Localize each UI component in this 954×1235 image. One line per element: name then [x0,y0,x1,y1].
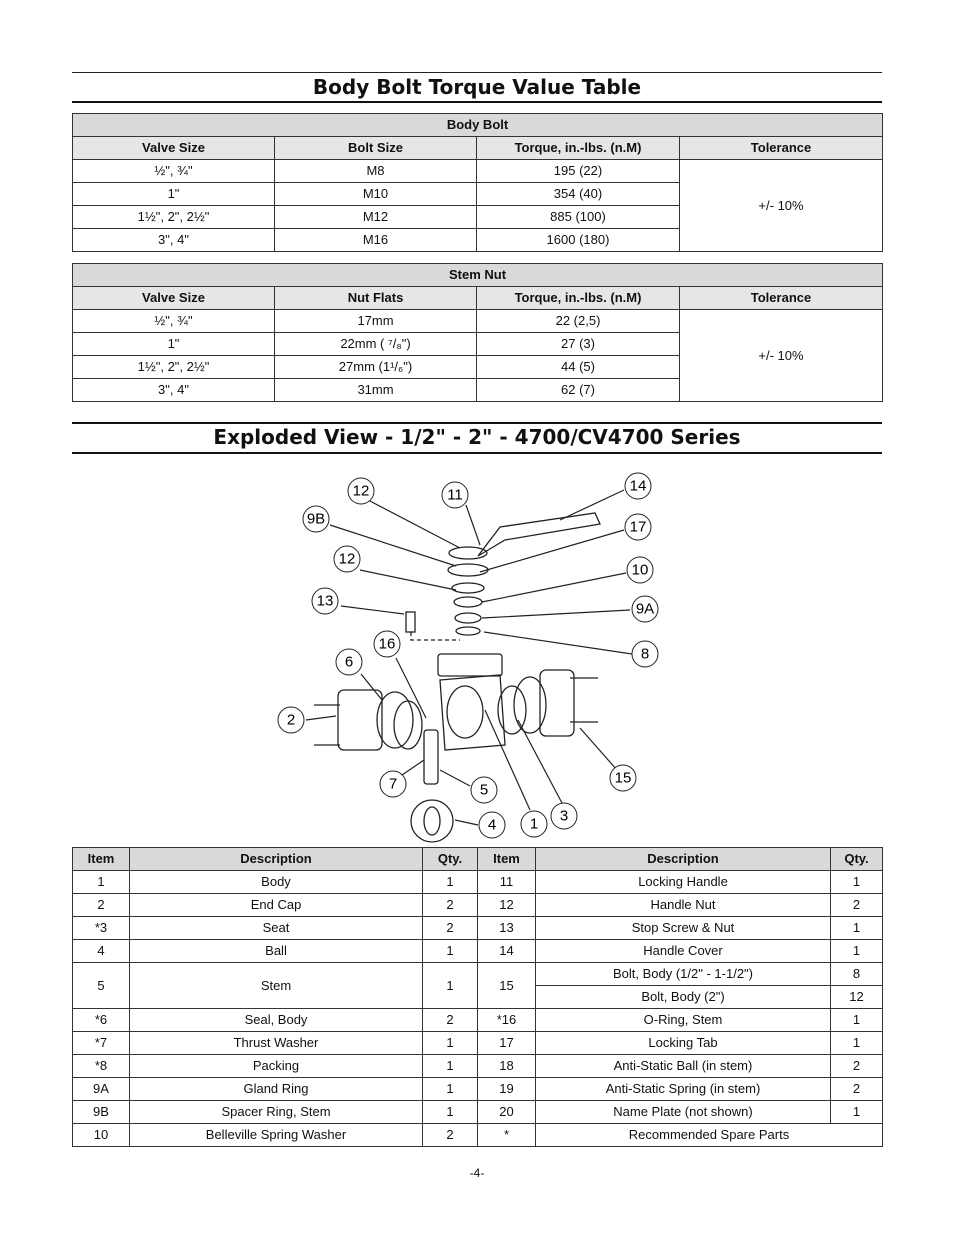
qty-cell: 2 [831,894,883,917]
ball-bore-drawing [424,807,440,835]
description-cell: Name Plate (not shown) [536,1101,831,1124]
description-cell: End Cap [130,894,423,917]
qty-cell: 1 [423,871,478,894]
valve-size-cell: 1" [73,183,275,206]
torque-section-title: Body Bolt Torque Value Table [312,75,642,99]
nut-flats-cell: 22mm ( ⁷/₈") [275,333,477,356]
qty-cell: 2 [831,1055,883,1078]
description-cell: Locking Tab [536,1032,831,1055]
torque-cell: 354 (40) [477,183,680,206]
description-cell: Ball [130,940,423,963]
handle-drawing [478,513,600,556]
callout-label: 13 [316,592,334,610]
qty-cell: 1 [423,1101,478,1124]
valve-size-cell: ½", ¾" [73,160,275,183]
stop-screw-guide [411,632,460,640]
end-cap-right-drawing [540,670,574,736]
washer-drawing [452,583,484,593]
callout-8 [632,641,658,667]
callout-label: 9B [306,510,326,528]
column-header: Bolt Size [275,137,477,160]
description-cell: Stem [130,963,423,1009]
callout-12 [348,478,374,504]
callout-5 [471,777,497,803]
qty-cell: 2 [423,894,478,917]
item-cell: 4 [73,940,130,963]
item-cell: *16 [478,1009,536,1032]
callout-label: 10 [631,561,649,579]
callout-label: 6 [344,653,354,671]
table-row [73,1009,883,1032]
item-cell: 2 [73,894,130,917]
torque-cell: 27 (3) [477,333,680,356]
callout-label: 15 [614,769,632,787]
stem-nut-caption: Stem Nut [73,264,883,287]
qty-cell: 2 [831,1078,883,1101]
valve-size-cell: 3", 4" [73,229,275,252]
table-row [73,894,883,917]
body-bore-drawing [447,686,483,738]
qty-cell: 1 [831,1032,883,1055]
callout-label: 8 [640,645,650,663]
ball-drawing [411,800,453,842]
description-cell: Body [130,871,423,894]
handle-nut-drawing [449,547,487,559]
callout-label: 17 [629,518,647,536]
callout-label: 16 [378,635,396,653]
table-row [73,1101,883,1124]
callout-3 [551,803,577,829]
column-header: Torque, in.-lbs. (n.M) [477,287,680,310]
description-cell: Spacer Ring, Stem [130,1101,423,1124]
valve-size-cell: 1" [73,333,275,356]
qty-cell: 1 [423,940,478,963]
qty-cell: 1 [831,1101,883,1124]
washer-drawing [454,597,482,607]
qty-cell: 2 [423,1009,478,1032]
description-cell: Anti-Static Ball (in stem) [536,1055,831,1078]
nut-flats-cell: 27mm (1¹/₆") [275,356,477,379]
callout-label: 1 [529,815,539,833]
item-cell: *7 [73,1032,130,1055]
bolt-size-cell: M10 [275,183,477,206]
column-header: Valve Size [73,287,275,310]
qty-cell: 1 [423,1055,478,1078]
qty-cell: 1 [831,940,883,963]
torque-cell: 62 (7) [477,379,680,402]
column-header: Tolerance [680,287,883,310]
description-cell: Handle Cover [536,940,831,963]
table-row [73,871,883,894]
qty-cell: 2 [423,1124,478,1147]
description-cell: Seal, Body [130,1009,423,1032]
table-row [73,1055,883,1078]
nut-flats-cell: 17mm [275,310,477,333]
qty-cell: 1 [831,871,883,894]
callout-10 [627,557,653,583]
gland-ring-drawing [455,613,481,623]
item-cell: 1 [73,871,130,894]
column-header: Item [73,848,130,871]
callout-label: 12 [338,550,356,568]
item-cell: 12 [478,894,536,917]
callout-label: 12 [352,482,370,500]
item-cell: 13 [478,917,536,940]
table-row [73,963,883,986]
callout-7 [380,771,406,797]
callout-9b [303,506,329,532]
table-row [73,917,883,940]
callout-label: 5 [479,781,489,799]
callout-label: 3 [559,807,569,825]
item-cell: 11 [478,871,536,894]
item-cell: *8 [73,1055,130,1078]
table-row [73,940,883,963]
description-cell: Handle Nut [536,894,831,917]
callout-14 [625,473,651,499]
item-cell: *6 [73,1009,130,1032]
qty-cell: 1 [423,1078,478,1101]
callout-16 [374,631,400,657]
torque-cell: 195 (22) [477,160,680,183]
column-header: Item [478,848,536,871]
description-cell: Thrust Washer [130,1032,423,1055]
callout-11 [442,482,468,508]
column-header: Description [130,848,423,871]
column-header: Valve Size [73,137,275,160]
callout-label: 11 [447,486,463,504]
exploded-section-title: Exploded View - 1/2" - 2" - 4700/CV4700 Series [213,425,741,449]
torque-cell: 1600 (180) [477,229,680,252]
item-cell: *3 [73,917,130,940]
item-cell: 19 [478,1078,536,1101]
callout-label: 9A [635,600,655,618]
item-cell: 9A [73,1078,130,1101]
table-row [73,1078,883,1101]
item-cell: 15 [478,963,536,1009]
callout-label: 14 [629,477,647,495]
column-header: Nut Flats [275,287,477,310]
callout-2 [278,707,304,733]
description-cell: Locking Handle [536,871,831,894]
seal-left-drawing [394,701,422,749]
item-cell: 20 [478,1101,536,1124]
bolt-size-cell: M12 [275,206,477,229]
description-cell: Bolt, Body (1/2" - 1-1/2") [536,963,831,986]
tolerance-cell: +/- 10% [680,160,883,252]
bolt-size-cell: M8 [275,160,477,183]
table-row [73,1032,883,1055]
callout-6 [336,649,362,675]
callout-13 [312,588,338,614]
body-drawing [440,675,505,750]
description-cell: Anti-Static Spring (in stem) [536,1078,831,1101]
valve-size-cell: 3", 4" [73,379,275,402]
bolt-size-cell: M16 [275,229,477,252]
callout-label: 7 [388,775,398,793]
torque-cell: 22 (2,5) [477,310,680,333]
packing-drawing [456,627,480,635]
qty-cell: 1 [423,963,478,1009]
valve-size-cell: 1½", 2", 2½" [73,356,275,379]
qty-cell: 1 [423,1032,478,1055]
item-cell: 10 [73,1124,130,1147]
callout-label: 4 [487,816,497,834]
column-header: Qty. [423,848,478,871]
table-row [73,1124,883,1147]
column-header: Qty. [831,848,883,871]
description-cell: Bolt, Body (2") [536,986,831,1009]
description-cell: Belleville Spring Washer [130,1124,423,1147]
callout-17 [625,514,651,540]
description-cell: Seat [130,917,423,940]
nut-flats-cell: 31mm [275,379,477,402]
item-cell: 5 [73,963,130,1009]
callout-9a [632,596,658,622]
body-bolt-caption: Body Bolt [73,114,883,137]
qty-cell: 1 [831,917,883,940]
torque-cell: 44 (5) [477,356,680,379]
qty-cell: 8 [831,963,883,986]
qty-cell: 12 [831,986,883,1009]
qty-cell: 2 [423,917,478,940]
description-cell: Gland Ring [130,1078,423,1101]
seal-right-drawing [514,677,546,733]
column-header: Torque, in.-lbs. (n.M) [477,137,680,160]
qty-cell: 1 [831,1009,883,1032]
stop-screw-drawing [406,612,415,632]
description-cell: Stop Screw & Nut [536,917,831,940]
item-cell: 18 [478,1055,536,1078]
callout-1 [521,811,547,837]
end-cap-left-drawing [338,690,382,750]
callout-4 [479,812,505,838]
parts-table [72,847,883,1147]
item-cell: * [478,1124,536,1147]
description-cell: Packing [130,1055,423,1078]
valve-size-cell: 1½", 2", 2½" [73,206,275,229]
item-cell: 9B [73,1101,130,1124]
tolerance-cell: +/- 10% [680,310,883,402]
callout-15 [610,765,636,791]
column-header: Description [536,848,831,871]
torque-cell: 885 (100) [477,206,680,229]
page-number: -4- [469,1166,485,1180]
item-cell: 14 [478,940,536,963]
valve-size-cell: ½", ¾" [73,310,275,333]
column-header: Tolerance [680,137,883,160]
callout-12b [334,546,360,572]
body-top-pad-drawing [438,654,502,676]
stem-drawing [424,730,438,784]
description-cell: O-Ring, Stem [536,1009,831,1032]
callout-label: 2 [286,711,296,729]
spare-parts-note: Recommended Spare Parts [536,1124,883,1147]
item-cell: 17 [478,1032,536,1055]
